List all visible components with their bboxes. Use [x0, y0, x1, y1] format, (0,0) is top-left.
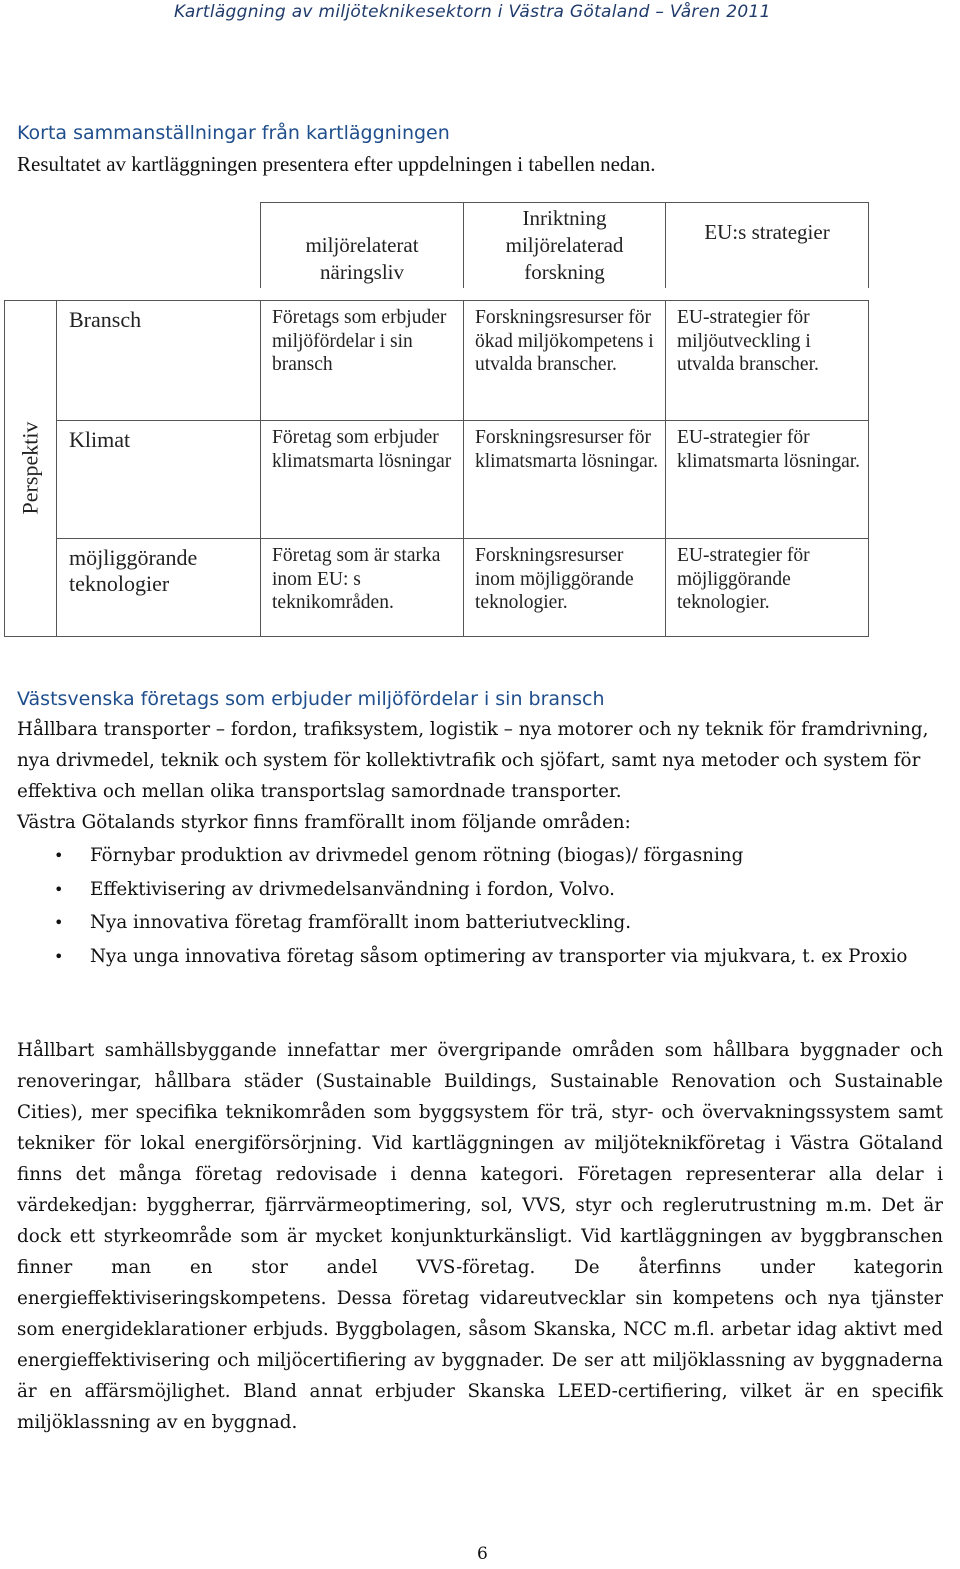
running-header: Kartläggning av miljöteknikesektorn i Västra Götaland – Våren 2011 — [174, 2, 771, 22]
bullet-icon: • — [54, 879, 64, 899]
intro-text: Resultatet av kartläggningen presentera efter uppdelningen i tabellen nedan. — [17, 152, 656, 176]
row-label-klimat: Klimat — [56, 420, 260, 538]
table-cell: Forskningsresurser för ökad miljökompetens i utvalda branscher. — [463, 300, 665, 420]
column-header-naringsliv — [260, 202, 463, 288]
building-paragraph: Hållbart samhällsbyggande innefattar mer övergripande områden som hållbara byggnader och renoveringar, hållbara städer (Sustainable Buildings, Sustainable Renovation och Sustainable Cities), mer specifika teknikområden som byggsystem för trä, styr- och övervakningssystem samt tekniker för lokal energiförsörjning. Vid kartläggningen av miljöteknikföretag i Västra Götaland finns det många företag redovisade i denna kategori. Företagen representerar alla delar i värdekedjan: byggherrar, fjärrvärmeoptimering, sol, VVS, styr och reglerutrustning m.m. Det är dock ett styrkeområde som är mycket konjunkturkänsligt. Vid kartläggningen av byggbranschen finner man en stor andel VVS-företag. De återfinns under kategorin energieffektiviseringskompetens. Dessa företag vidareutvecklar sin kompetens och nya tjänster som energideklarationer erbjuds. Byggbolagen, såsom Skanska, NCC m.fl. arbetar idag aktivt med energieffektivisering och miljöcertifiering av byggnader. De ser att miljöklassning av byggnaderna är en affärsmöjlighet. Bland annat erbjuder Skanska LEED-certifiering, vilket är en specifik miljöklassning av en byggnad. — [17, 1040, 943, 1433]
column-header-label: miljörelaterad forskning — [505, 233, 624, 284]
inriktning-perspektiv-table — [4, 202, 870, 637]
column-header-label: EU:s strategier — [704, 220, 830, 244]
table-cell: Företag som är starka inom EU: s teknikområden. — [260, 538, 463, 637]
intro-heading: Korta sammanställningar från kartläggningen — [17, 122, 450, 144]
table-cell: EU-strategier för klimatsmarta lösningar. — [665, 420, 869, 538]
perspektiv-axis-label: Perspektiv — [17, 421, 43, 515]
transport-paragraph: Hållbara transporter – fordon, trafiksystem, logistik – nya motorer och ny teknik för framdrivning, nya drivmedel, teknik och system för kollektivtrafik och sjöfart, samt nya metoder och system för effektiva och mellan olika transportslag samordnade transporter. — [17, 719, 929, 802]
row-label-mojliggorande: möjliggörande teknologier — [56, 538, 260, 637]
group-header-inriktning: Inriktning — [522, 206, 607, 230]
row-label-bransch: Bransch — [56, 300, 260, 420]
section-heading: Västsvenska företags som erbjuder miljöfördelar i sin bransch — [17, 688, 605, 710]
bullet-icon: • — [54, 913, 64, 932]
list-item: • Förnybar produktion av drivmedel genom rötning (biogas)/ förgasning — [50, 840, 930, 872]
table-cell: Forskningsresurser inom möjliggörande teknologier. — [463, 538, 665, 637]
table-cell: Forskningsresurser för klimatsmarta lösningar. — [463, 420, 665, 538]
bullet-icon: • — [54, 946, 64, 966]
page-number: 6 — [477, 1544, 488, 1564]
column-header-label: miljörelaterat näringsliv — [305, 233, 419, 284]
strengths-list — [50, 840, 930, 974]
column-header-forskning — [463, 202, 665, 288]
list-item: • Effektivisering av drivmedelsanvändning i fordon, Volvo. — [50, 874, 930, 906]
column-header-eu — [665, 202, 869, 288]
table-cell: Företag som erbjuder klimatsmarta lösningar — [260, 420, 463, 538]
bullet-icon: • — [54, 846, 64, 865]
strengths-intro: Västra Götalands styrkor finns framförallt inom följande områden: — [17, 812, 631, 833]
table-cell: EU-strategier för miljöutveckling i utvalda branscher. — [665, 300, 869, 420]
list-item: • Nya unga innovativa företag såsom optimering av transporter via mjukvara, t. ex Proxio — [50, 941, 920, 973]
table-cell: Företags som erbjuder miljöfördelar i sin bransch — [260, 300, 463, 420]
table-cell: EU-strategier för möjliggörande teknologier. — [665, 538, 869, 637]
list-item: • Nya innovativa företag framförallt inom batteriutveckling. — [50, 907, 930, 939]
